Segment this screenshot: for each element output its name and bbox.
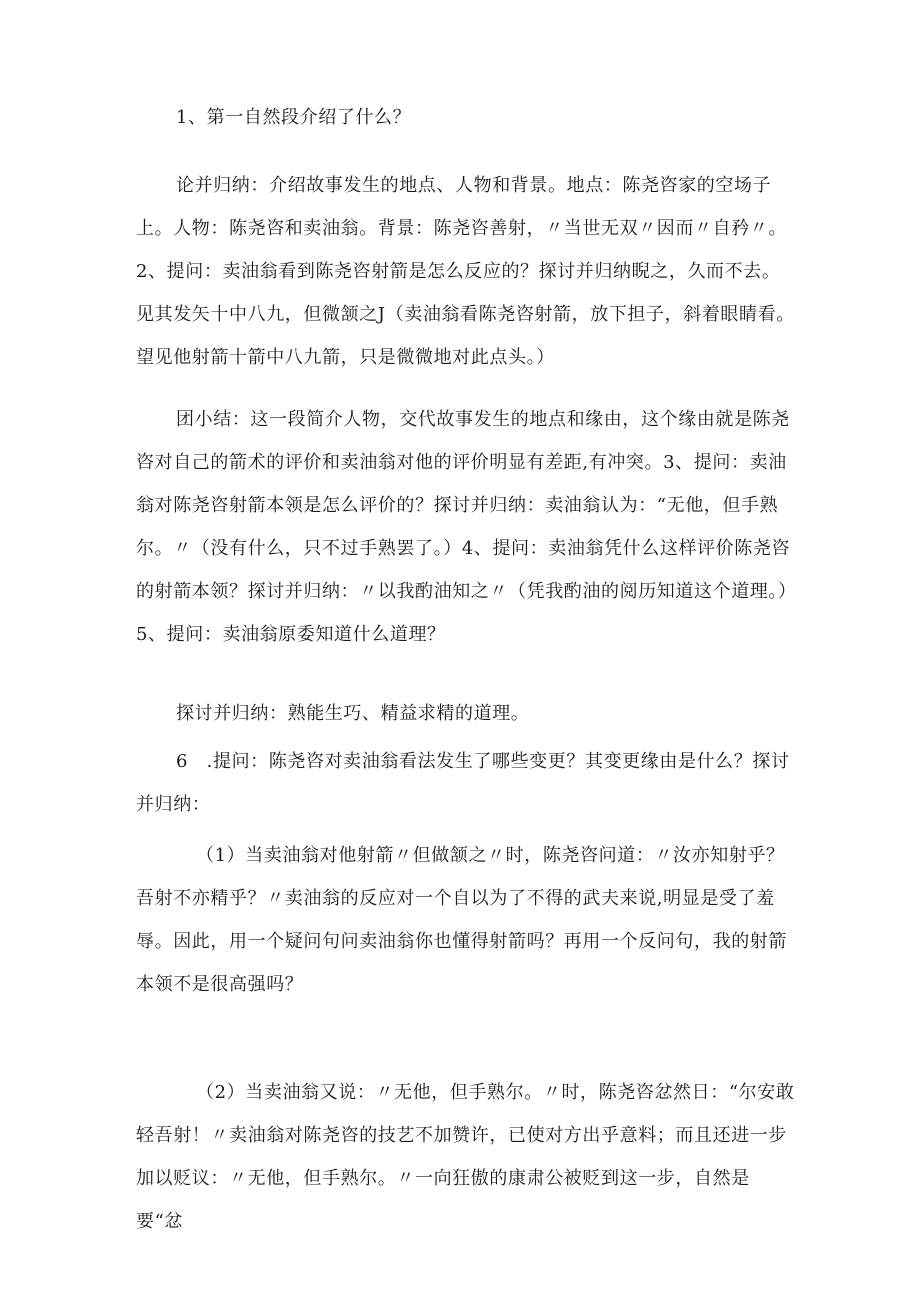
summary-paragraph: 团小结：这一段简介人物，交代故事发生的地点和缘由，这个缘由就是陈尧咨对自己的箭术的评价和卖油翁对他的评价明显有差距,有冲突。3、提问：卖油翁对陈尧咨射箭本领是怎么评价的？探讨并归纳：卖油翁认为：“无他，但手熟尔。〃（没有什么，只不过手熟罢了。）4、提问：卖油翁凭什么这样评价陈尧咨的射箭本领？探讨并归纳：〃以我酌油知之〃（凭我酌油的阅历知道这个道理。）5、提问：卖油翁原委知道什么道理？ bbox=[136, 409, 791, 645]
paragraph-1: 论并归纳：介绍故事发生的地点、人物和背景。地点：陈尧咨家的空场子上。人物：陈尧咨和卖油翁。背景：陈尧咨善射，〃当世无双〃因而〃自矜〃。2、提问：卖油翁看到陈尧咨射箭是怎么反应的？探讨并归纳睨之，久而不去。见其发矢十中八九，但微颔之J（卖油翁看陈尧咨射箭，放下担子，斜着眼睛看。望见他射箭十箭中八九箭，只是微微地对此点头。） bbox=[136, 175, 795, 368]
answer-5: 探讨并归纳：熟能生巧、精益求精的道理。 bbox=[176, 703, 530, 724]
answer-6-part-2: （2）当卖油翁又说：〃无他，但手熟尔。〃时，陈尧咨忿然日：“尔安敢轻吾射！〃卖油翁对陈尧咨的技艺不加赞许，已使对方出乎意料；而且还进一步加以贬议：〃无他，但手熟尔。〃一向狂傲的康肃公被贬到这一步，自然是要“忿 bbox=[136, 1082, 795, 1232]
answer-6-part-1: （1）当卖油翁对他射箭〃但做颔之〃时，陈尧咨问道：〃汝亦知射乎？吾射不亦精乎？〃卖油翁的反应对一个自以为了不得的武夫来说,明显是受了羞辱。因此，用一个疑问句问卖油翁你也懂得射箭吗？再用一个反问句，我的射箭本领不是很高强吗？ bbox=[136, 845, 787, 995]
question-6: 6 .提问：陈尧咨对卖油翁看法发生了哪些变更？其变更缘由是什么？探讨并归纳： bbox=[136, 751, 790, 815]
question-1: 1、第一自然段介绍了什么？ bbox=[176, 107, 412, 128]
